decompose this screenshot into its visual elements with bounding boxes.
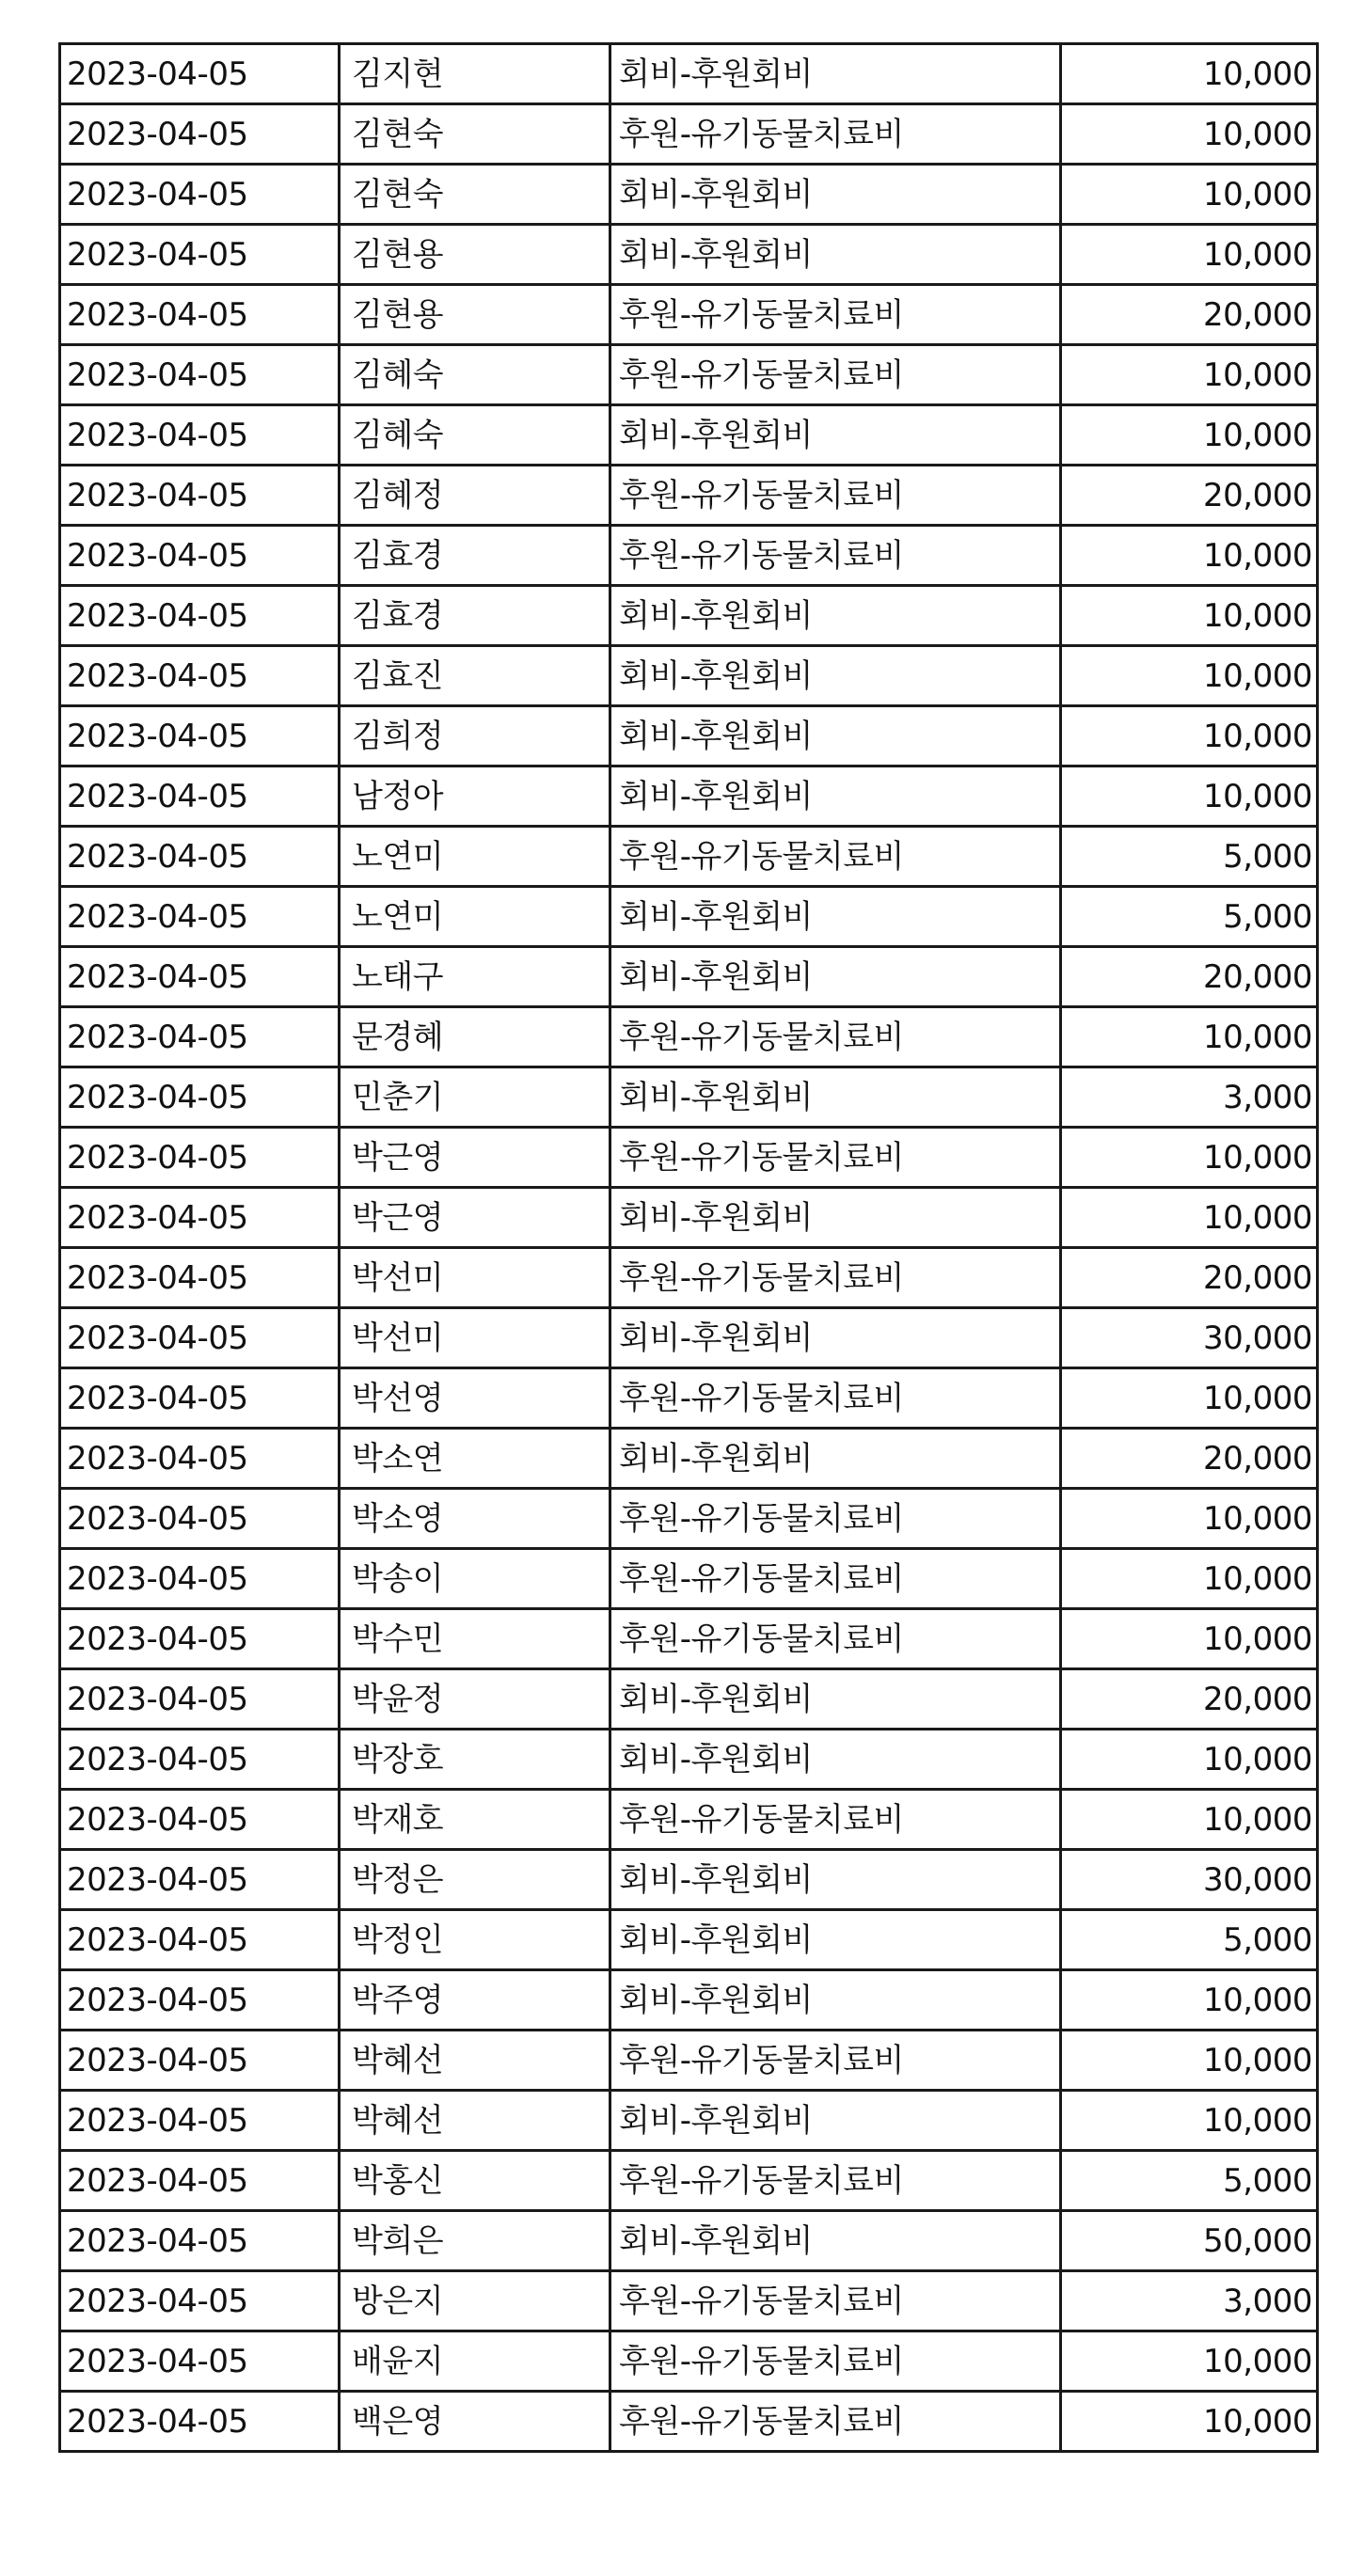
table-row — [60, 405, 1318, 466]
category-cell: 회비-후원회비 — [610, 1067, 1061, 1128]
category-cell: 후원-유기동물치료비 — [610, 526, 1061, 586]
table-row — [60, 1549, 1318, 1609]
date-cell: 2023-04-05 — [60, 1368, 340, 1429]
donor-name-cell: 박정인 — [340, 1910, 610, 1970]
amount-cell: 10,000 — [1061, 526, 1318, 586]
category-cell: 회비-후원회비 — [610, 1188, 1061, 1248]
amount-cell: 10,000 — [1061, 1730, 1318, 1790]
category-cell: 회비-후원회비 — [610, 1308, 1061, 1368]
amount-cell: 10,000 — [1061, 2331, 1318, 2392]
table-row — [60, 1730, 1318, 1790]
donor-name-cell: 박선영 — [340, 1368, 610, 1429]
date-cell: 2023-04-05 — [60, 2392, 340, 2452]
date-cell: 2023-04-05 — [60, 1489, 340, 1549]
category-cell: 후원-유기동물치료비 — [610, 1549, 1061, 1609]
table-row — [60, 1007, 1318, 1067]
amount-cell: 50,000 — [1061, 2211, 1318, 2271]
amount-cell: 10,000 — [1061, 345, 1318, 405]
table-row — [60, 646, 1318, 706]
amount-cell: 10,000 — [1061, 1188, 1318, 1248]
date-cell: 2023-04-05 — [60, 225, 340, 285]
date-cell: 2023-04-05 — [60, 2331, 340, 2392]
date-cell: 2023-04-05 — [60, 2031, 340, 2091]
category-cell: 회비-후원회비 — [610, 165, 1061, 225]
donor-name-cell: 김효경 — [340, 526, 610, 586]
donor-name-cell: 박혜선 — [340, 2091, 610, 2151]
category-cell: 회비-후원회비 — [610, 225, 1061, 285]
amount-cell: 10,000 — [1061, 1790, 1318, 1850]
category-cell: 후원-유기동물치료비 — [610, 1007, 1061, 1067]
amount-cell: 10,000 — [1061, 1609, 1318, 1669]
category-cell: 후원-유기동물치료비 — [610, 2151, 1061, 2211]
donor-name-cell: 김희정 — [340, 706, 610, 766]
category-cell: 후원-유기동물치료비 — [610, 2331, 1061, 2392]
donation-ledger-table — [58, 42, 1319, 2453]
amount-cell: 10,000 — [1061, 706, 1318, 766]
amount-cell: 10,000 — [1061, 1489, 1318, 1549]
category-cell: 회비-후원회비 — [610, 1429, 1061, 1489]
category-cell: 회비-후원회비 — [610, 1669, 1061, 1730]
category-cell: 후원-유기동물치료비 — [610, 1128, 1061, 1188]
amount-cell: 10,000 — [1061, 586, 1318, 646]
donor-name-cell: 김지현 — [340, 44, 610, 104]
table-row — [60, 1248, 1318, 1308]
table-row — [60, 44, 1318, 104]
amount-cell: 10,000 — [1061, 2091, 1318, 2151]
table-row — [60, 887, 1318, 947]
amount-cell: 20,000 — [1061, 466, 1318, 526]
donor-name-cell: 노태구 — [340, 947, 610, 1007]
date-cell: 2023-04-05 — [60, 1609, 340, 1669]
donor-name-cell: 김혜숙 — [340, 345, 610, 405]
amount-cell: 10,000 — [1061, 1970, 1318, 2031]
donor-name-cell: 민춘기 — [340, 1067, 610, 1128]
amount-cell: 10,000 — [1061, 104, 1318, 165]
table-row — [60, 2271, 1318, 2331]
amount-cell: 5,000 — [1061, 1910, 1318, 1970]
date-cell: 2023-04-05 — [60, 2091, 340, 2151]
amount-cell: 20,000 — [1061, 947, 1318, 1007]
date-cell: 2023-04-05 — [60, 1669, 340, 1730]
table-row — [60, 766, 1318, 827]
donor-name-cell: 박소영 — [340, 1489, 610, 1549]
category-cell: 후원-유기동물치료비 — [610, 2271, 1061, 2331]
date-cell: 2023-04-05 — [60, 1549, 340, 1609]
amount-cell: 3,000 — [1061, 2271, 1318, 2331]
amount-cell: 20,000 — [1061, 285, 1318, 345]
amount-cell: 10,000 — [1061, 225, 1318, 285]
amount-cell: 10,000 — [1061, 2392, 1318, 2452]
amount-cell: 20,000 — [1061, 1429, 1318, 1489]
donor-name-cell: 박수민 — [340, 1609, 610, 1669]
donor-name-cell: 김현용 — [340, 285, 610, 345]
table-row — [60, 1308, 1318, 1368]
date-cell: 2023-04-05 — [60, 345, 340, 405]
date-cell: 2023-04-05 — [60, 2271, 340, 2331]
donor-name-cell: 박장호 — [340, 1730, 610, 1790]
table-row — [60, 1368, 1318, 1429]
amount-cell: 5,000 — [1061, 2151, 1318, 2211]
donor-name-cell: 박윤정 — [340, 1669, 610, 1730]
amount-cell: 10,000 — [1061, 2031, 1318, 2091]
donor-name-cell: 박주영 — [340, 1970, 610, 2031]
date-cell: 2023-04-05 — [60, 466, 340, 526]
donor-name-cell: 김현용 — [340, 225, 610, 285]
donor-name-cell: 박혜선 — [340, 2031, 610, 2091]
category-cell: 회비-후원회비 — [610, 706, 1061, 766]
category-cell: 회비-후원회비 — [610, 887, 1061, 947]
category-cell: 후원-유기동물치료비 — [610, 827, 1061, 887]
date-cell: 2023-04-05 — [60, 526, 340, 586]
amount-cell: 20,000 — [1061, 1248, 1318, 1308]
amount-cell: 10,000 — [1061, 1128, 1318, 1188]
donor-name-cell: 노연미 — [340, 827, 610, 887]
amount-cell: 10,000 — [1061, 766, 1318, 827]
date-cell: 2023-04-05 — [60, 285, 340, 345]
category-cell: 후원-유기동물치료비 — [610, 1248, 1061, 1308]
donor-name-cell: 박재호 — [340, 1790, 610, 1850]
table-row — [60, 466, 1318, 526]
category-cell: 회비-후원회비 — [610, 1910, 1061, 1970]
date-cell: 2023-04-05 — [60, 1790, 340, 1850]
amount-cell: 10,000 — [1061, 1007, 1318, 1067]
donor-name-cell: 김혜숙 — [340, 405, 610, 466]
table-row — [60, 706, 1318, 766]
category-cell: 회비-후원회비 — [610, 646, 1061, 706]
table-row — [60, 2151, 1318, 2211]
donor-name-cell: 김효경 — [340, 586, 610, 646]
date-cell: 2023-04-05 — [60, 104, 340, 165]
amount-cell: 10,000 — [1061, 646, 1318, 706]
table-row — [60, 1970, 1318, 2031]
date-cell: 2023-04-05 — [60, 2151, 340, 2211]
ledger-body — [60, 44, 1318, 2452]
amount-cell: 10,000 — [1061, 165, 1318, 225]
category-cell: 후원-유기동물치료비 — [610, 2392, 1061, 2452]
category-cell: 후원-유기동물치료비 — [610, 1368, 1061, 1429]
table-row — [60, 1489, 1318, 1549]
date-cell: 2023-04-05 — [60, 1970, 340, 2031]
amount-cell: 10,000 — [1061, 1368, 1318, 1429]
donor-name-cell: 김효진 — [340, 646, 610, 706]
amount-cell: 5,000 — [1061, 887, 1318, 947]
category-cell: 회비-후원회비 — [610, 766, 1061, 827]
donor-name-cell: 남정아 — [340, 766, 610, 827]
table-row — [60, 526, 1318, 586]
category-cell: 회비-후원회비 — [610, 2211, 1061, 2271]
category-cell: 회비-후원회비 — [610, 44, 1061, 104]
amount-cell: 30,000 — [1061, 1850, 1318, 1910]
table-row — [60, 225, 1318, 285]
amount-cell: 20,000 — [1061, 1669, 1318, 1730]
date-cell: 2023-04-05 — [60, 887, 340, 947]
table-row — [60, 285, 1318, 345]
amount-cell: 3,000 — [1061, 1067, 1318, 1128]
table-row — [60, 2392, 1318, 2452]
date-cell: 2023-04-05 — [60, 1910, 340, 1970]
table-row — [60, 2091, 1318, 2151]
donor-name-cell: 박송이 — [340, 1549, 610, 1609]
table-row — [60, 1067, 1318, 1128]
category-cell: 회비-후원회비 — [610, 2091, 1061, 2151]
amount-cell: 10,000 — [1061, 405, 1318, 466]
date-cell: 2023-04-05 — [60, 586, 340, 646]
donor-name-cell: 박근영 — [340, 1188, 610, 1248]
category-cell: 후원-유기동물치료비 — [610, 466, 1061, 526]
category-cell: 후원-유기동물치료비 — [610, 1790, 1061, 1850]
date-cell: 2023-04-05 — [60, 1007, 340, 1067]
donor-name-cell: 백은영 — [340, 2392, 610, 2452]
date-cell: 2023-04-05 — [60, 646, 340, 706]
donor-name-cell: 김혜정 — [340, 466, 610, 526]
donor-name-cell: 노연미 — [340, 887, 610, 947]
table-row — [60, 104, 1318, 165]
date-cell: 2023-04-05 — [60, 405, 340, 466]
donor-name-cell: 김현숙 — [340, 104, 610, 165]
amount-cell: 10,000 — [1061, 1549, 1318, 1609]
table-row — [60, 2211, 1318, 2271]
date-cell: 2023-04-05 — [60, 766, 340, 827]
date-cell: 2023-04-05 — [60, 44, 340, 104]
donor-name-cell: 박소연 — [340, 1429, 610, 1489]
donor-name-cell: 김현숙 — [340, 165, 610, 225]
table-row — [60, 165, 1318, 225]
donor-name-cell: 박선미 — [340, 1308, 610, 1368]
table-row — [60, 586, 1318, 646]
category-cell: 후원-유기동물치료비 — [610, 345, 1061, 405]
donor-name-cell: 방은지 — [340, 2271, 610, 2331]
category-cell: 후원-유기동물치료비 — [610, 285, 1061, 345]
date-cell: 2023-04-05 — [60, 1850, 340, 1910]
table-row — [60, 1850, 1318, 1910]
amount-cell: 5,000 — [1061, 827, 1318, 887]
category-cell: 회비-후원회비 — [610, 1850, 1061, 1910]
table-row — [60, 1910, 1318, 1970]
table-row — [60, 2031, 1318, 2091]
category-cell: 후원-유기동물치료비 — [610, 104, 1061, 165]
table-row — [60, 1790, 1318, 1850]
table-row — [60, 1609, 1318, 1669]
table-row — [60, 1429, 1318, 1489]
donor-name-cell: 박근영 — [340, 1128, 610, 1188]
table-row — [60, 2331, 1318, 2392]
donor-name-cell: 박희은 — [340, 2211, 610, 2271]
date-cell: 2023-04-05 — [60, 1429, 340, 1489]
date-cell: 2023-04-05 — [60, 165, 340, 225]
date-cell: 2023-04-05 — [60, 1730, 340, 1790]
table-row — [60, 345, 1318, 405]
date-cell: 2023-04-05 — [60, 1248, 340, 1308]
date-cell: 2023-04-05 — [60, 706, 340, 766]
category-cell: 회비-후원회비 — [610, 947, 1061, 1007]
donor-name-cell: 배윤지 — [340, 2331, 610, 2392]
category-cell: 회비-후원회비 — [610, 1970, 1061, 2031]
category-cell: 후원-유기동물치료비 — [610, 2031, 1061, 2091]
category-cell: 회비-후원회비 — [610, 1730, 1061, 1790]
date-cell: 2023-04-05 — [60, 827, 340, 887]
table-row — [60, 1669, 1318, 1730]
table-row — [60, 947, 1318, 1007]
date-cell: 2023-04-05 — [60, 1188, 340, 1248]
donor-name-cell: 박홍신 — [340, 2151, 610, 2211]
table-row — [60, 1128, 1318, 1188]
donor-name-cell: 문경혜 — [340, 1007, 610, 1067]
amount-cell: 10,000 — [1061, 44, 1318, 104]
donor-name-cell: 박선미 — [340, 1248, 610, 1308]
category-cell: 회비-후원회비 — [610, 405, 1061, 466]
category-cell: 회비-후원회비 — [610, 586, 1061, 646]
date-cell: 2023-04-05 — [60, 2211, 340, 2271]
date-cell: 2023-04-05 — [60, 1128, 340, 1188]
table-row — [60, 1188, 1318, 1248]
category-cell: 후원-유기동물치료비 — [610, 1489, 1061, 1549]
category-cell: 후원-유기동물치료비 — [610, 1609, 1061, 1669]
amount-cell: 30,000 — [1061, 1308, 1318, 1368]
date-cell: 2023-04-05 — [60, 1308, 340, 1368]
date-cell: 2023-04-05 — [60, 947, 340, 1007]
date-cell: 2023-04-05 — [60, 1067, 340, 1128]
donor-name-cell: 박정은 — [340, 1850, 610, 1910]
table-row — [60, 827, 1318, 887]
